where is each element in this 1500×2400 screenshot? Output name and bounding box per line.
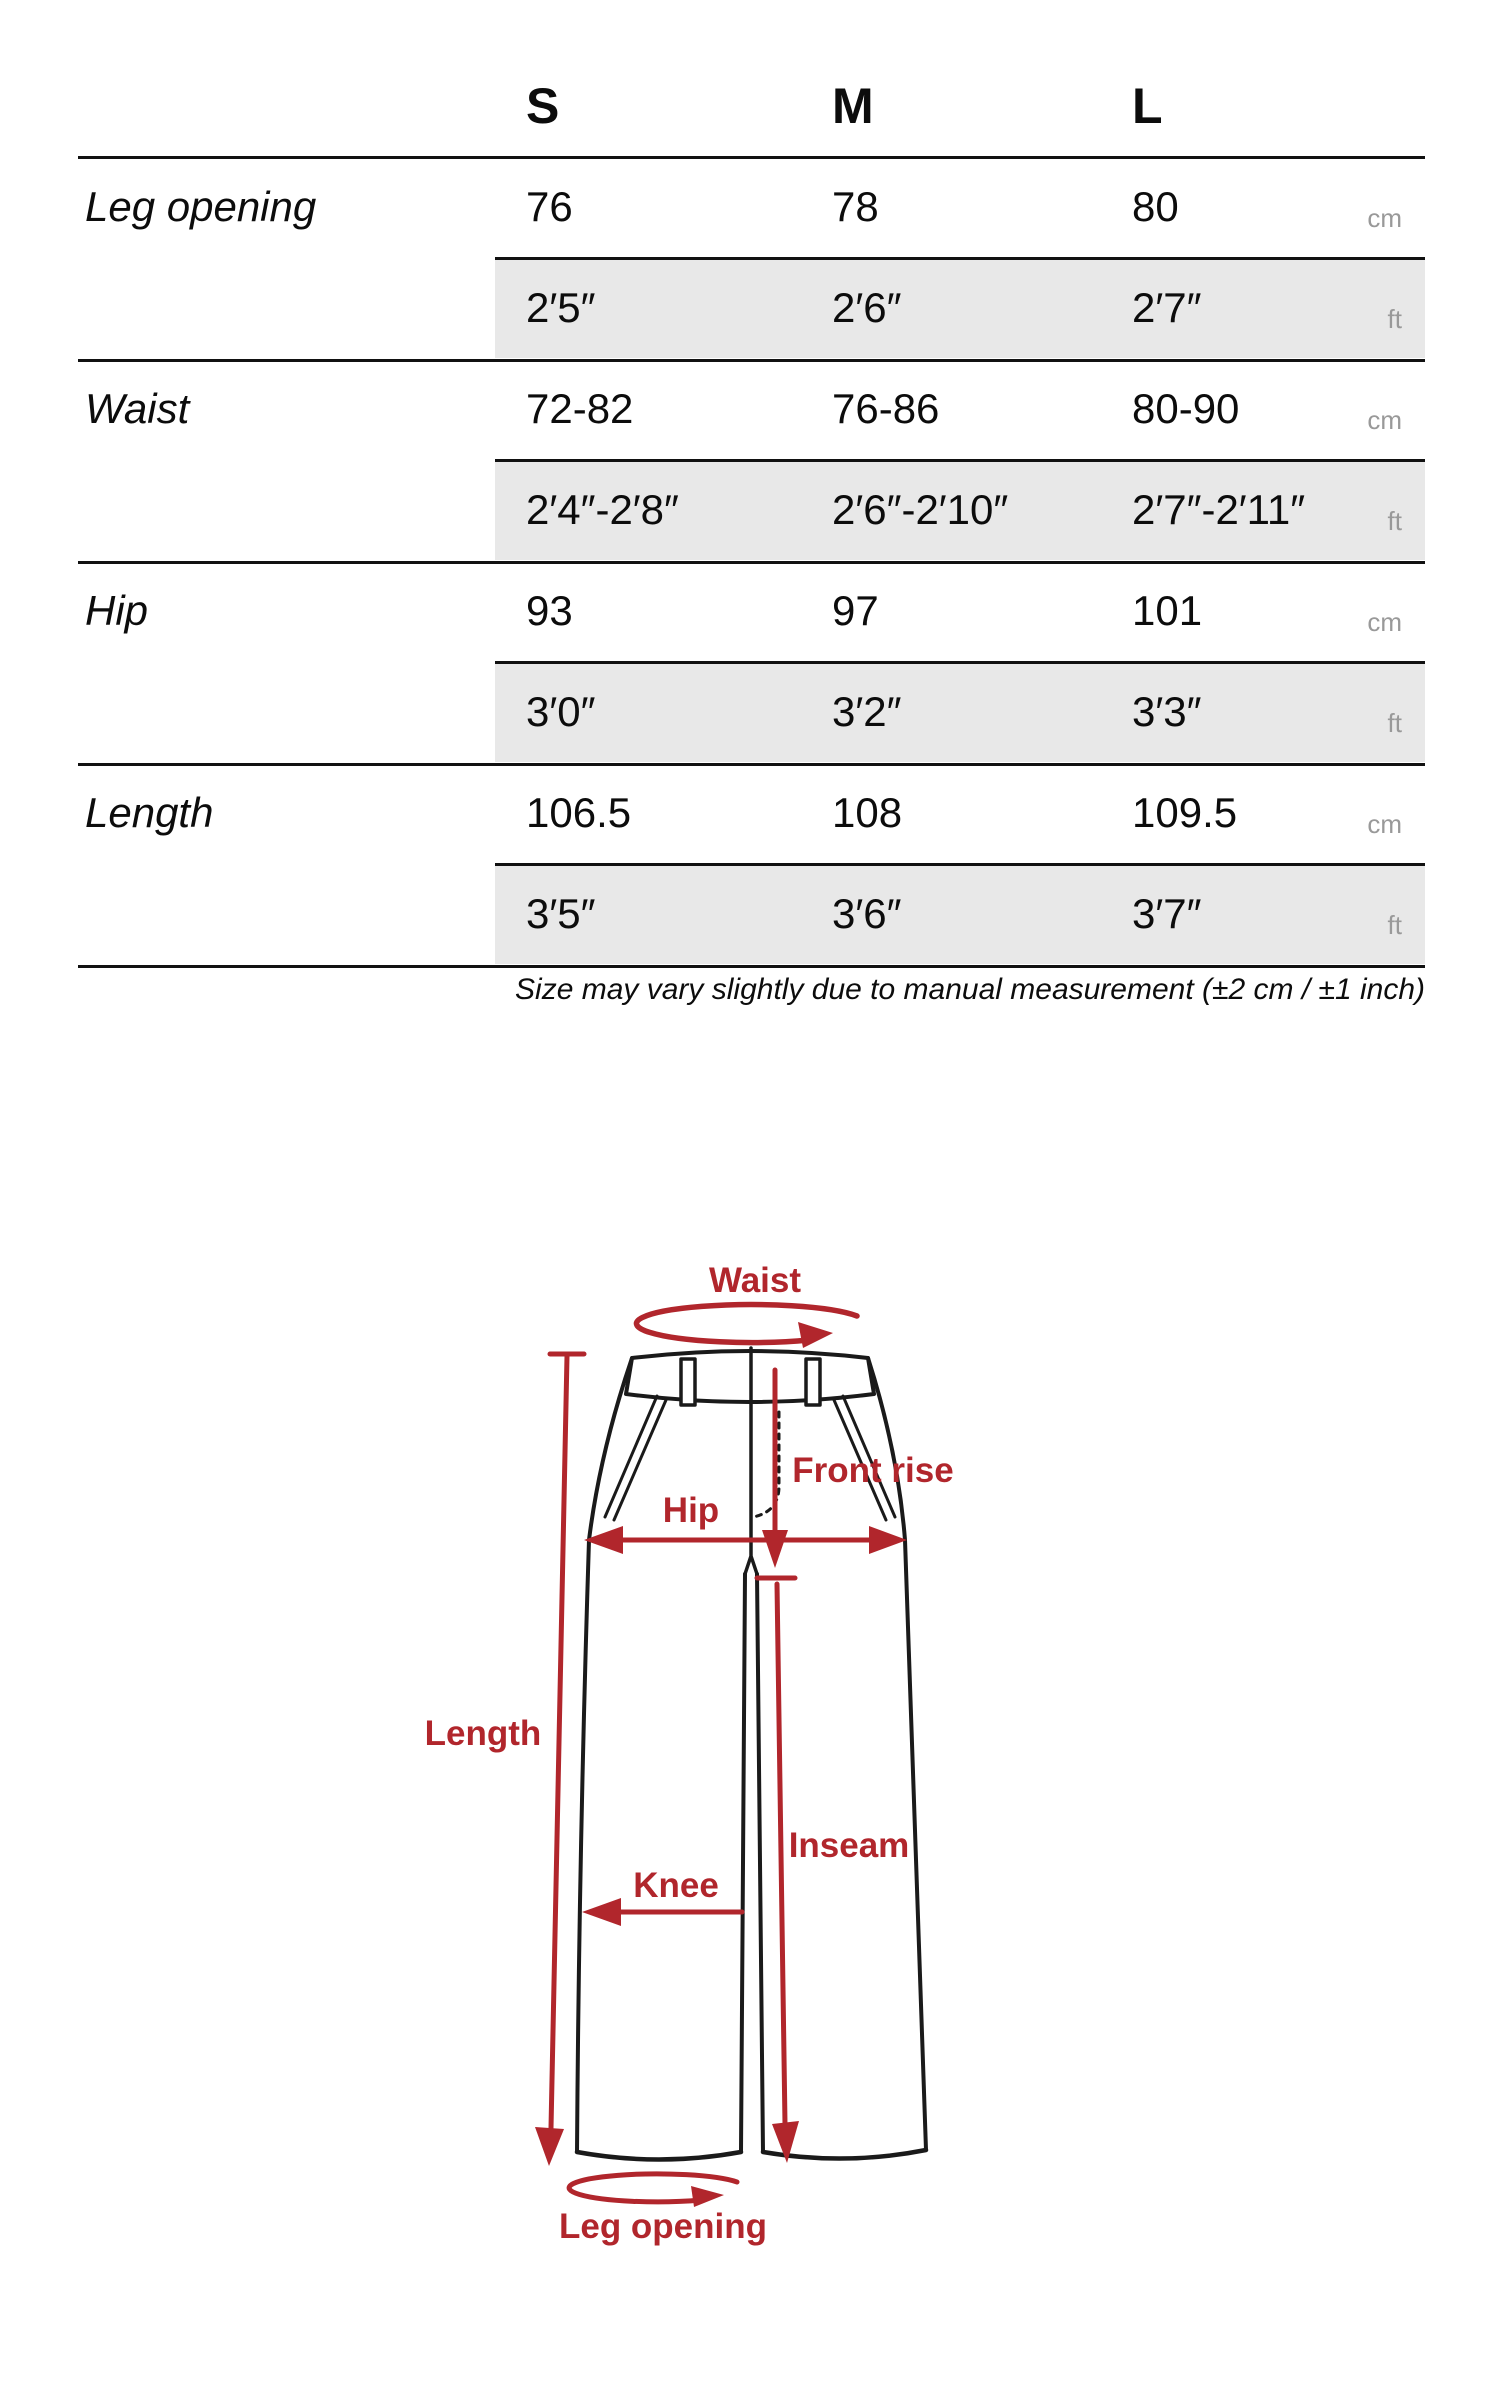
cell-cm: 97	[832, 587, 879, 634]
knee-label: Knee	[633, 1866, 719, 1905]
cell-ft: 3′2″	[832, 688, 902, 735]
cell-cm: 108	[832, 789, 903, 836]
unit-label-cm: cm	[1367, 809, 1402, 839]
cell-ft: 3′3″	[1132, 688, 1202, 735]
cell-ft: 2′6″	[832, 284, 902, 331]
size-column-header-m: M	[832, 78, 874, 134]
cell-ft: 3′0″	[526, 688, 596, 735]
leg-opening-arrowhead	[691, 2186, 724, 2207]
cell-ft: 2′5″	[526, 284, 596, 331]
row-label: Hip	[85, 587, 149, 634]
belt-loop-left	[681, 1359, 695, 1405]
row-label: Waist	[85, 385, 190, 432]
cell-ft: 3′7″	[1132, 890, 1202, 937]
cell-ft: 2′6″-2′10″	[832, 486, 1009, 533]
inseam-arrow-line	[777, 1584, 785, 2124]
unit-label-cm: cm	[1367, 607, 1402, 637]
hip-label: Hip	[662, 1491, 720, 1530]
unit-label-ft: ft	[1387, 708, 1402, 738]
size-column-header-l: L	[1132, 78, 1163, 134]
length-label: Length	[424, 1714, 542, 1753]
cell-ft: 2′4″-2′8″	[526, 486, 679, 533]
length-arrowhead	[535, 2127, 564, 2166]
unit-label-ft: ft	[1387, 304, 1402, 334]
cell-cm: 80-90	[1132, 385, 1240, 432]
front-rise-label: Front rise	[792, 1451, 954, 1490]
waist-arrowhead	[798, 1322, 833, 1348]
cell-cm: 106.5	[526, 789, 632, 836]
unit-label-cm: cm	[1367, 203, 1402, 233]
cell-cm: 109.5	[1132, 789, 1238, 836]
measurement-note: Size may vary slightly due to manual measurement (±2 cm / ±1 inch)	[515, 973, 1425, 1006]
inner-seam-left	[741, 1574, 745, 2152]
cell-cm: 93	[526, 587, 573, 634]
leg-opening-label: Leg opening	[558, 2207, 768, 2246]
cell-ft: 2′7″	[1132, 284, 1202, 331]
cell-cm: 80	[1132, 183, 1179, 230]
hem-left	[577, 2152, 741, 2160]
row-label: Leg opening	[85, 183, 317, 230]
waist-label: Waist	[708, 1261, 802, 1300]
size-column-header-s: S	[526, 78, 560, 134]
length-arrow-line	[551, 1356, 567, 2128]
inner-seam-right	[757, 1574, 763, 2152]
unit-label-cm: cm	[1367, 405, 1402, 435]
hip-arrowhead-right	[869, 1526, 907, 1554]
cell-ft: 3′5″	[526, 890, 596, 937]
cell-ft: 2′7″-2′11″	[1132, 486, 1306, 533]
front-rise-arrowhead	[762, 1530, 788, 1568]
cell-cm: 76	[526, 183, 573, 230]
cell-cm: 76-86	[832, 385, 940, 432]
cell-cm: 72-82	[526, 385, 634, 432]
inseam-label: Inseam	[788, 1826, 910, 1865]
unit-label-ft: ft	[1387, 506, 1402, 536]
knee-arrowhead	[582, 1898, 621, 1926]
row-label: Length	[85, 789, 214, 836]
cell-ft: 3′6″	[832, 890, 902, 937]
cell-cm: 101	[1132, 587, 1203, 634]
unit-label-ft: ft	[1387, 910, 1402, 940]
belt-loop-right	[806, 1359, 820, 1405]
cell-cm: 78	[832, 183, 879, 230]
